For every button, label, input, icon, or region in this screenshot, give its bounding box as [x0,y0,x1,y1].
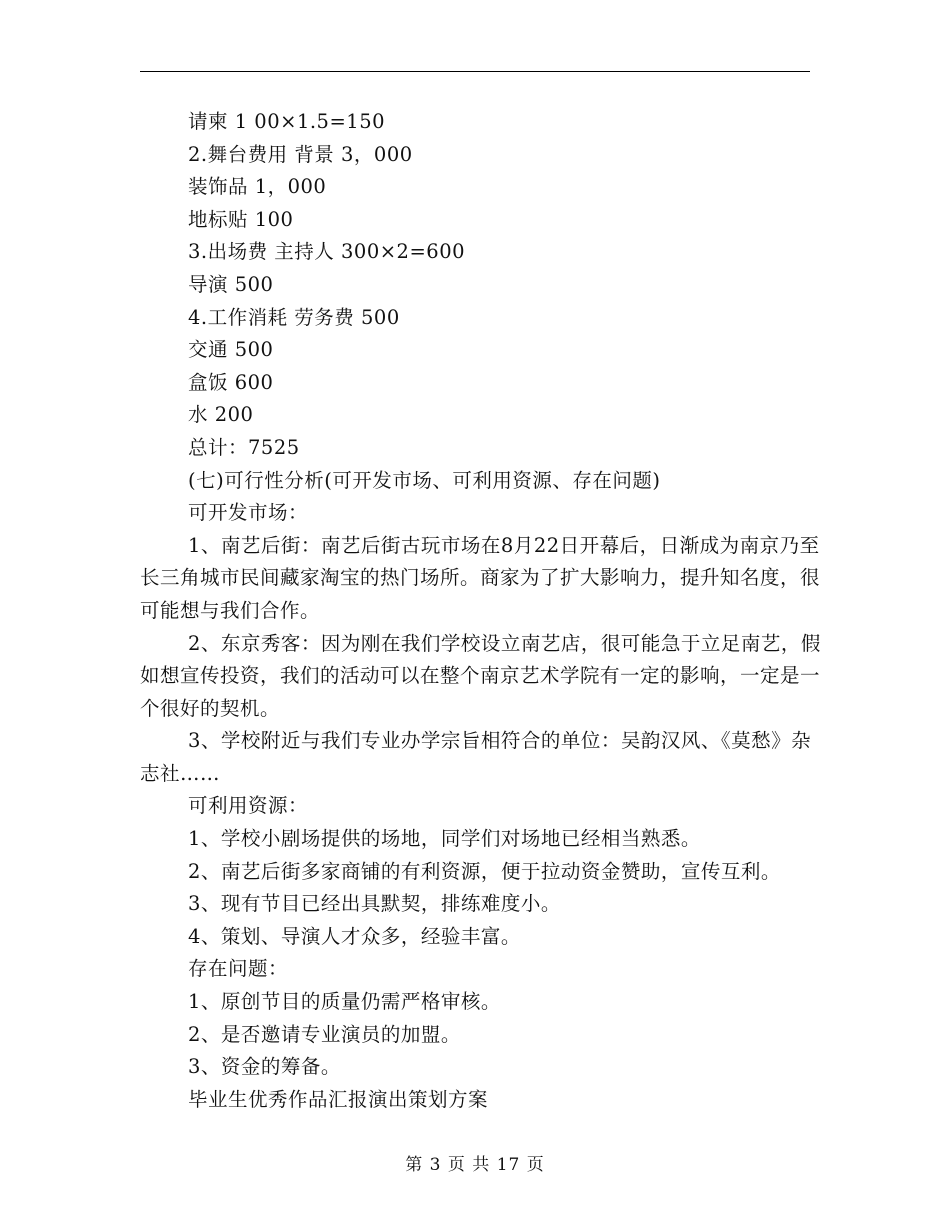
document-body [140,106,825,1116]
paragraph-invitation-cost: 请柬 1 00×1.5=150 [188,110,386,133]
paragraph-floor-stickers: 地标贴 100 [188,207,294,231]
paragraph-transport: 交通 500 [188,338,274,362]
paragraph-problem-3: 3、资金的筹备。 [188,1055,341,1079]
paragraph-director-fee: 导演 500 [188,272,274,296]
paragraph-labor-fee: 4.工作消耗 劳务费 500 [188,305,400,329]
header-rule [140,71,810,72]
paragraph-resource-4: 4、策划、导演人才众多，经验丰富。 [188,924,521,948]
paragraph-resource-2: 2、南艺后街多家商铺的有利资源，便于拉动资金赞助，宣传互利。 [188,859,781,883]
paragraph-plan-title: 毕业生优秀作品汇报演出策划方案 [188,1087,489,1111]
paragraph-problem-2: 2、是否邀请专业演员的加盟。 [188,1022,461,1046]
paragraph-problem-1: 1、原创节目的质量仍需严格审核。 [188,990,501,1014]
subheading-markets: 可开发市场： [188,501,309,525]
paragraph-water: 水 200 [188,403,254,427]
paragraph-total: 总计：7525 [188,435,300,459]
paragraph-market-2: 2、东京秀客：因为刚在我们学校设立南艺店，很可能急于立足南艺，假如想宣传投资，我们的活动可以在整个南京艺术学院有一定的影响，一定是一个很好的契机。 [140,631,821,720]
paragraph-resource-1: 1、学校小剧场提供的场地，同学们对场地已经相当熟悉。 [188,827,701,851]
paragraph-stage-background: 2.舞台费用 背景 3，000 [188,142,413,166]
subheading-problems: 存在问题： [188,957,289,981]
paragraph-meals: 盒饭 600 [188,370,274,394]
paragraph-market-3: 3、学校附近与我们专业办学宗旨相符合的单位：吴韵汉风、《莫愁》杂志社…… [140,729,812,785]
section-heading-feasibility: (七)可行性分析(可开发市场、可利用资源、存在问题) [188,468,661,492]
paragraph-resource-3: 3、现有节目已经出具默契，排练难度小。 [188,892,561,916]
subheading-resources: 可利用资源： [188,794,309,818]
page-number: 第 3 页 共 17 页 [405,1155,545,1175]
paragraph-decorations: 装饰品 1，000 [188,175,327,199]
paragraph-host-fee: 3.出场费 主持人 300×2=600 [188,240,466,264]
paragraph-market-1: 1、南艺后街：南艺后街古玩市场在8月22日开幕后，日渐成为南京乃至长三角城市民间藏家淘宝的热门场所。商家为了扩大影响力，提升知名度，很可能想与我们合作。 [140,533,821,622]
